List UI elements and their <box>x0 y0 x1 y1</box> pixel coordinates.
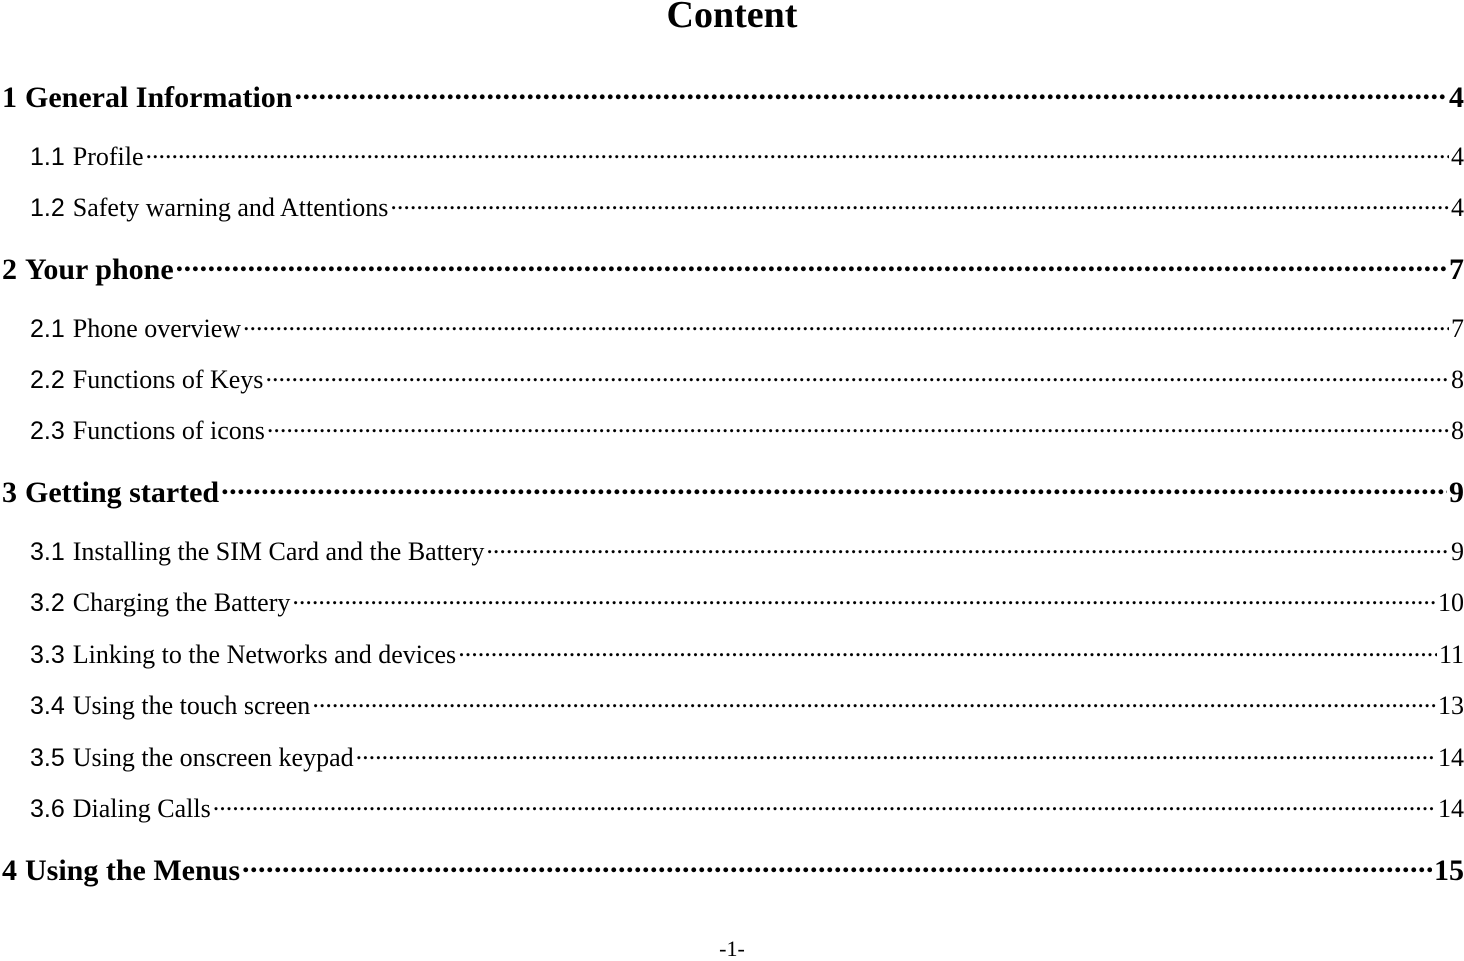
toc-leader <box>267 413 1449 439</box>
page-title: Content <box>666 0 798 36</box>
toc-leader <box>213 791 1436 817</box>
toc-page: 15 <box>1434 854 1464 887</box>
toc-leader <box>146 139 1449 165</box>
toc-number: 3.5 <box>30 744 65 772</box>
toc-number: 3.6 <box>30 795 65 823</box>
toc-entry-profile[interactable] <box>30 139 1464 172</box>
toc-entry-touch-screen[interactable] <box>30 688 1464 721</box>
toc-entry-phone-overview[interactable] <box>30 311 1464 344</box>
toc-number: 1 <box>2 81 17 114</box>
toc-page: 8 <box>1451 365 1464 394</box>
toc-title: Your phone <box>25 253 174 286</box>
toc-page: 9 <box>1449 476 1464 509</box>
toc-leader <box>242 850 1432 880</box>
toc-page: 9 <box>1451 537 1464 566</box>
toc-entry-onscreen-keypad[interactable] <box>30 740 1464 773</box>
toc-page: 7 <box>1451 314 1464 343</box>
toc-title: General Information <box>25 81 293 114</box>
toc-entry-using-the-menus[interactable] <box>2 850 1464 888</box>
toc-leader <box>356 740 1436 766</box>
toc-page: 14 <box>1438 794 1464 823</box>
toc-number: 3 <box>2 476 17 509</box>
toc-title: Installing the SIM Card and the Battery <box>72 537 485 566</box>
toc-leader <box>390 190 1449 216</box>
toc-title: Using the Menus <box>25 854 241 887</box>
toc-page: 10 <box>1438 588 1464 617</box>
page-number-footer: -1- <box>719 936 745 961</box>
toc-title: Functions of icons <box>72 416 265 445</box>
toc-entry-installing-sim[interactable] <box>30 534 1464 567</box>
toc-number: 2.2 <box>30 366 65 394</box>
toc-page: 4 <box>1451 142 1464 171</box>
toc-number: 1.1 <box>30 143 65 171</box>
toc-page: 7 <box>1449 253 1464 286</box>
toc-page: 4 <box>1449 81 1464 114</box>
toc-page: 11 <box>1438 640 1464 669</box>
toc-leader <box>458 637 1437 663</box>
toc-leader <box>243 311 1449 337</box>
toc-number: 1.2 <box>30 194 65 222</box>
toc-title: Getting started <box>25 476 220 509</box>
toc-leader <box>294 77 1447 107</box>
toc-number: 4 <box>2 854 17 887</box>
toc-title: Using the onscreen keypad <box>72 743 354 772</box>
toc-number: 2.3 <box>30 417 65 445</box>
toc-leader <box>312 688 1436 714</box>
toc-page: 13 <box>1438 691 1464 720</box>
toc-leader <box>221 472 1447 502</box>
toc-entry-charging-battery[interactable] <box>30 585 1464 618</box>
toc-number: 3.1 <box>30 538 65 566</box>
toc-entry-your-phone[interactable] <box>2 249 1464 287</box>
toc-leader <box>265 362 1449 388</box>
toc-title: Functions of Keys <box>72 365 264 394</box>
toc-title: Safety warning and Attentions <box>72 193 389 222</box>
toc-entry-functions-of-keys[interactable] <box>30 362 1464 395</box>
toc-leader <box>292 585 1436 611</box>
toc-title: Charging the Battery <box>72 588 291 617</box>
toc-entry-functions-of-icons[interactable] <box>30 413 1464 446</box>
toc-entry-dialing-calls[interactable] <box>30 791 1464 824</box>
toc-entry-general-information[interactable] <box>2 77 1464 115</box>
toc-title: Phone overview <box>72 314 242 343</box>
toc-leader <box>176 249 1447 279</box>
toc-entry-safety-warning[interactable] <box>30 190 1464 223</box>
toc-title: Dialing Calls <box>72 794 211 823</box>
toc-page: 4 <box>1451 193 1464 222</box>
toc-page: 8 <box>1451 416 1464 445</box>
toc-entry-linking-networks[interactable] <box>30 637 1464 670</box>
toc-number: 3.4 <box>30 692 65 720</box>
toc-number: 2.1 <box>30 315 65 343</box>
toc-title: Linking to the Networks and devices <box>72 640 457 669</box>
toc-number: 3.2 <box>30 589 65 617</box>
toc-number: 3.3 <box>30 641 65 669</box>
toc-entry-getting-started[interactable] <box>2 472 1464 510</box>
toc-leader <box>486 534 1449 560</box>
toc-title: Profile <box>72 142 144 171</box>
toc-number: 2 <box>2 253 17 286</box>
toc-page: 14 <box>1438 743 1464 772</box>
toc-title: Using the touch screen <box>72 691 311 720</box>
